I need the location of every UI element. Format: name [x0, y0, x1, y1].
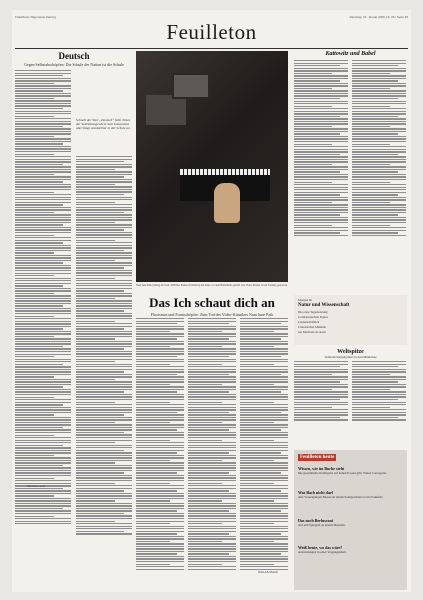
issue-date: Dienstag, 31. Januar 2006, Nr. 26 / Seite 35 — [349, 15, 408, 19]
tv-shape — [172, 73, 210, 99]
article-main-title: Das Ich schaut dich an — [149, 295, 275, 310]
weltspitze-subtitle: Verbeten Kaltphysiker an drei Mindelsee — [324, 355, 377, 359]
science-kicker: Morgen in: — [298, 298, 313, 302]
text-column-1 — [15, 70, 71, 524]
right-column-title: Kattowitz und Babel — [325, 51, 376, 57]
box-item-title: Wissen, wie im Buche steht — [298, 466, 345, 471]
science-preview-box — [294, 295, 407, 345]
right-column — [294, 51, 407, 236]
article-deutsch-author: Michael Lentz — [27, 484, 46, 488]
text-column-2 — [76, 156, 132, 535]
article-deutsch-body — [15, 70, 133, 550]
box-item-title: Was Bach nicht darf — [298, 490, 334, 495]
science-item: Die erste Tagesleistung — [298, 310, 328, 314]
newspaper-name: Frankfurter Allgemeine Zeitung — [15, 15, 57, 19]
box-item-text: Ausstattungen in einer Vergangenheit. — [298, 550, 347, 554]
box-item-text: Auf den Spiegeln an einem Museum. — [298, 523, 346, 527]
main-column-3 — [240, 318, 288, 570]
article-main — [136, 295, 288, 317]
box-item-text: Alle Vorzeigungen Basses an einem Komponisten ist im Frankfurt. — [298, 495, 384, 499]
science-item: bei Machado de Assis — [298, 330, 326, 334]
child-figure — [214, 183, 240, 223]
article-main-subtitle: Fluxismus und Formschöpfer: Zum Tod des Video-Künstlers Nam June Paik — [150, 312, 274, 317]
masthead-rule — [15, 48, 408, 49]
right-column-text-2 — [352, 60, 406, 236]
photo-caption: Nam June Paik (mittig) im Stoß, 1998 Der Pianist (Feldstück) mit Kiste vor dem Bildschirm gestellt. Der Video-Pionier ist am Sonntag gestorben. — [136, 284, 288, 287]
piano-keys — [180, 169, 270, 175]
main-column-2 — [188, 318, 236, 570]
right-column-text-1 — [294, 60, 348, 236]
box-item-text: Die gesammelte Intelligenz auf hohen Posten gibt: Walter Gertoppler. — [298, 471, 387, 475]
main-column-1 — [136, 318, 184, 570]
weltspitze-title: Weltspitze — [337, 349, 364, 355]
article-deutsch-title: Deutsch — [58, 51, 90, 61]
science-title: Natur und Wissenschaft — [298, 303, 350, 308]
article-main-body — [136, 318, 288, 578]
article-main-author: NIKLAS MAAK — [258, 570, 279, 574]
monitor-shape — [146, 95, 186, 125]
pull-quote: Schnell der Wert „Deutsch“ fällt. Noten der Selbstbezogenheit. Sein Integration aber fängt unmittelbar in der Schule an. — [76, 118, 131, 130]
article-deutsch-subtitle: Gegen Selbstabschöpfen: Die Schule der Nation ist die Schule — [24, 62, 124, 67]
science-item: Literarischer Maßstab — [298, 325, 327, 329]
science-item: n elektronischen Papier — [298, 315, 328, 319]
box-item-title: Das noch Berlusconi — [298, 518, 333, 523]
article-deutsch — [15, 51, 133, 67]
feuilleton-heute-box — [294, 450, 407, 590]
weltspitze-text-2 — [352, 361, 406, 421]
box-item-title: Weiß heute, wo das wäre? — [298, 545, 343, 550]
nam-june-paik-photo — [136, 51, 288, 282]
weltspitze-text-1 — [294, 361, 348, 421]
weltspitze-article — [294, 349, 407, 421]
science-item: Leidenschaftlich — [298, 320, 320, 324]
section-title: Feuilleton — [166, 20, 257, 44]
feuilleton-heute-title: Feuilleton heute — [300, 455, 335, 460]
newspaper-page — [12, 10, 411, 592]
